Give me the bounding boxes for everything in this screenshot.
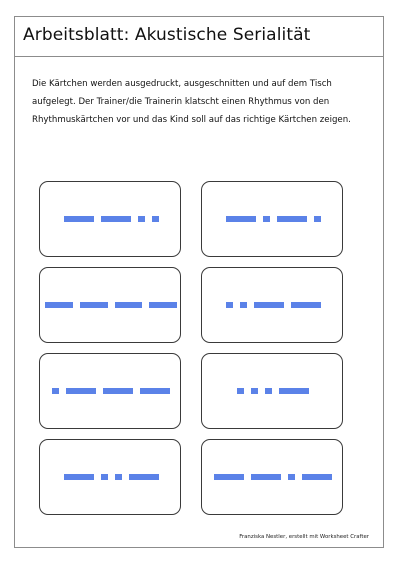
rhythm-short-bar [52,388,59,394]
rhythm-long-bar [66,388,96,394]
worksheet [14,16,384,548]
page-title: Arbeitsblatt: Akustische Serialität [23,25,311,45]
rhythm-long-bar [226,216,256,222]
rhythm-short-bar [314,216,321,222]
title-bar [15,17,383,57]
rhythm-long-bar [129,474,159,480]
rhythm-long-bar [64,474,94,480]
rhythm-long-bar [45,302,73,308]
rhythm-long-bar [277,216,307,222]
rhythm-long-bar [140,388,170,394]
rhythm-long-bar [214,474,244,480]
rhythm-card [201,181,343,257]
rhythm-short-bar [226,302,233,308]
rhythm-card [201,267,343,343]
rhythm-long-bar [103,388,133,394]
rhythm-short-bar [152,216,159,222]
rhythm-long-bar [251,474,281,480]
rhythm-short-bar [138,216,145,222]
footer-credit: Franziska Nestler, erstellt mit Worksheet Crafter [239,534,369,540]
rhythm-long-bar [101,216,131,222]
rhythm-card [201,353,343,429]
rhythm-card [39,439,181,515]
rhythm-short-bar [251,388,258,394]
rhythm-card [39,267,181,343]
rhythm-long-bar [291,302,321,308]
rhythm-short-bar [115,474,122,480]
instructions-text: Die Kärtchen werden ausgedruckt, ausgeschnitten und auf dem Tisch aufgelegt. Der Trainer/die Trainerin klatscht einen Rhythmus von den Rhythmuskärtchen vor und das Kind soll auf das richtige Kärtchen zeigen. [32,79,351,125]
rhythm-card [39,353,181,429]
rhythm-short-bar [288,474,295,480]
rhythm-long-bar [64,216,94,222]
rhythm-short-bar [101,474,108,480]
rhythm-short-bar [265,388,272,394]
rhythm-short-bar [237,388,244,394]
rhythm-short-bar [263,216,270,222]
rhythm-long-bar [302,474,332,480]
rhythm-long-bar [254,302,284,308]
rhythm-card [201,439,343,515]
rhythm-long-bar [149,302,177,308]
rhythm-long-bar [279,388,309,394]
rhythm-long-bar [80,302,108,308]
rhythm-card [39,181,181,257]
rhythm-long-bar [115,302,143,308]
rhythm-short-bar [240,302,247,308]
